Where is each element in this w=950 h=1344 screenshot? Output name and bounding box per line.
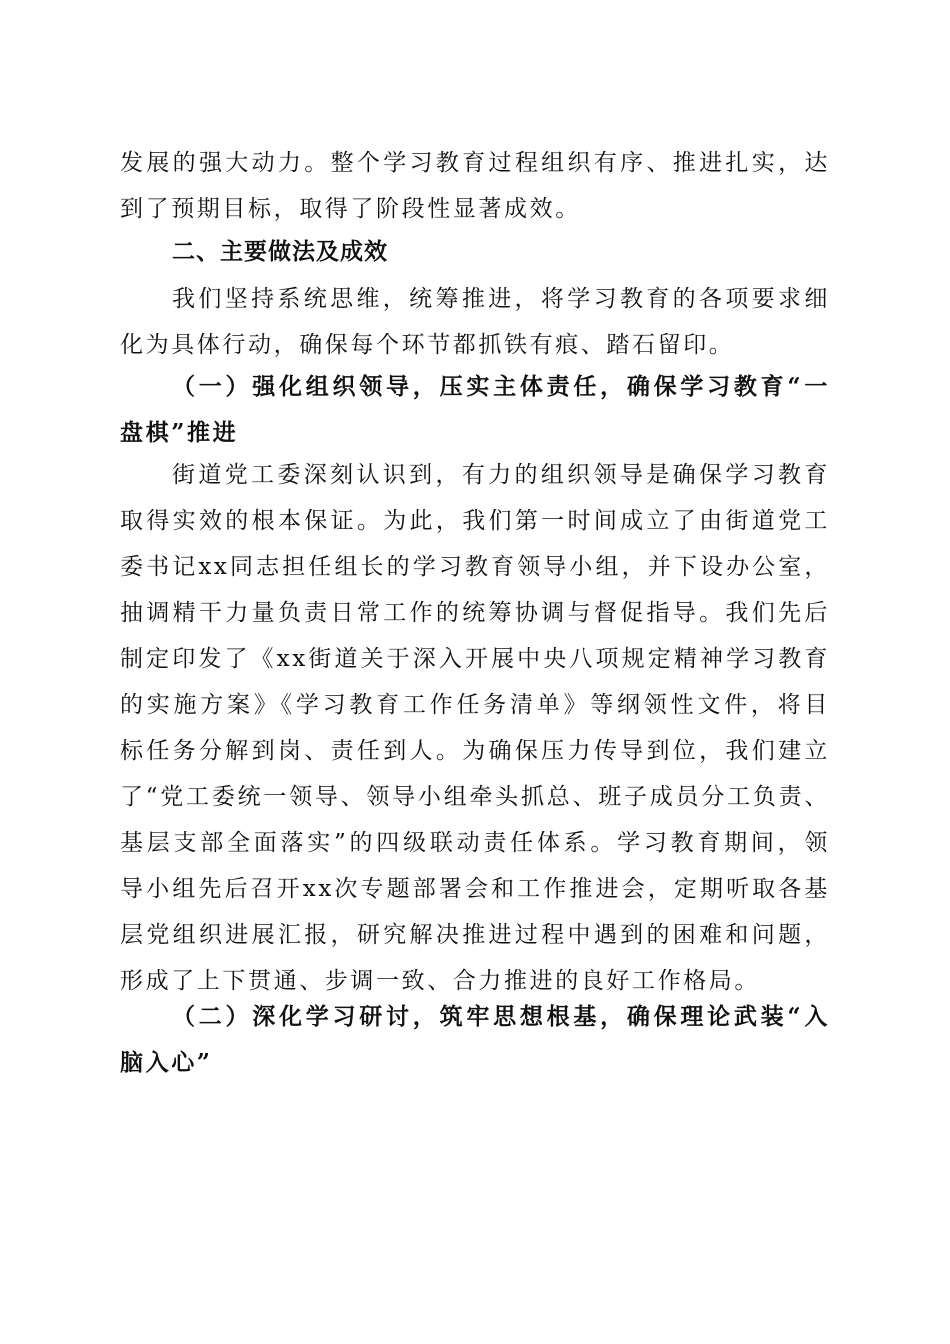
paragraph-line: 形成了上下贯通、步调一致、合力推进的良好工作格局。 (120, 968, 760, 994)
paragraph-line: 化为具体行动，确保每个环节都抓铁有痕、踏石留印。 (120, 332, 735, 358)
paragraph-line: 取得实效的根本保证。为此，我们第一时间成立了由街道党工 (120, 508, 830, 534)
paragraph-line: 发展的强大动力。整个学习教育过程组织有序、推进扎实，达 (120, 150, 830, 176)
paragraph-line: 制定印发了《xx街道关于深入开展中央八项规定精神学习教育 (120, 646, 830, 672)
paragraph-line: 导小组先后召开xx次专题部署会和工作推进会，定期听取各基 (120, 876, 830, 902)
paragraph-line: 我们坚持系统思维，统筹推进，将学习教育的各项要求细 (172, 286, 830, 312)
subheading-1 (120, 364, 830, 456)
paragraph-overview (120, 276, 830, 368)
subheading-line: 盘棋”推进 (120, 419, 239, 446)
paragraph-line: 基层支部全面落实”的四级联动责任体系。学习教育期间，领 (120, 830, 830, 856)
section-heading-block (120, 229, 830, 275)
paragraph-line: 委书记xx同志担任组长的学习教育领导小组，并下设办公室， (120, 554, 830, 580)
section-heading: 二、主要做法及成效 (172, 239, 388, 265)
paragraph-line: 层党组织进展汇报，研究解决推进过程中遇到的困难和问题， (120, 922, 830, 948)
subheading-line: 脑入心” (120, 1049, 213, 1076)
subheading-line: （二）深化学习研讨，筑牢思想根基，确保理论武装“入 (172, 1003, 830, 1030)
paragraph-line: 抽调精干力量负责日常工作的统筹协调与督促指导。我们先后 (120, 600, 830, 626)
paragraph-line: 到了预期目标，取得了阶段性显著成效。 (120, 196, 581, 222)
subheading-2 (120, 994, 830, 1086)
paragraph-line: 标任务分解到岗、责任到人。为确保压力传导到位，我们建立 (120, 738, 830, 764)
paragraph-line: 的实施方案》《学习教育工作任务清单》等纲领性文件，将目 (120, 692, 830, 718)
subheading-line: （一）强化组织领导，压实主体责任，确保学习教育“一 (172, 373, 830, 400)
paragraph-1 (120, 452, 830, 1004)
paragraph-intro (120, 140, 830, 232)
paragraph-line: 了“党工委统一领导、领导小组牵头抓总、班子成员分工负责、 (120, 784, 830, 810)
paragraph-line: 街道党工委深刻认识到，有力的组织领导是确保学习教育 (172, 462, 830, 488)
